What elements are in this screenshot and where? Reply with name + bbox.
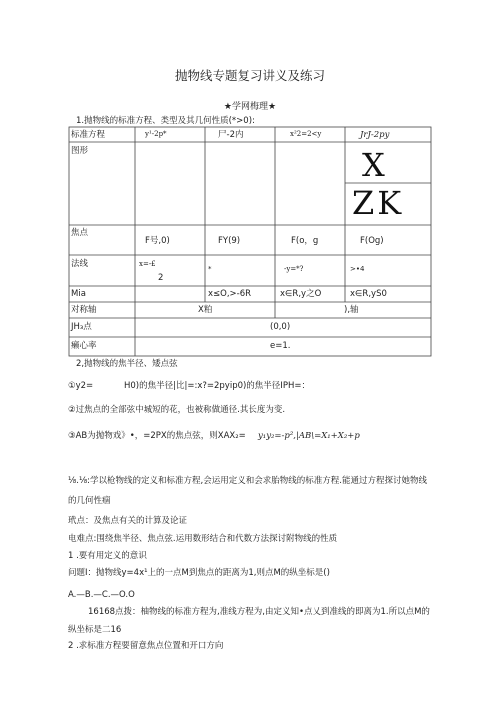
section-2-heading: 2,抛物线的焦半径、矮点弦 bbox=[76, 359, 178, 369]
focus-3: F(o，g bbox=[291, 236, 319, 246]
range-3: x∈R,y之O bbox=[280, 289, 322, 299]
directrix-1b: 2 bbox=[158, 273, 164, 283]
section-1-heading: 1.抛物线的标准方程、类型及其几何性质(*>0): bbox=[76, 116, 255, 126]
paragraph-line-1: ⅛.⅛:学以枪物线的定义和标准方程,会运用定义和会求胎物线的标准方程.能通过方程探讨她物线 bbox=[68, 476, 427, 486]
equation-3: x²2=2<y bbox=[290, 130, 322, 138]
question-1-options: A.—B.—C.—O.O bbox=[68, 590, 135, 600]
graph-zk-glyph: ZK bbox=[352, 184, 405, 222]
directrix-label: 法线 bbox=[71, 259, 89, 269]
paragraph-line-2: 的几何性痼 bbox=[68, 496, 111, 506]
page-title: 抛物线专题复习讲义及练习 bbox=[174, 68, 325, 83]
range-4: x∈R,yS0 bbox=[350, 289, 387, 299]
solution-line-1: 16168点拨：柚物线的标准方程为,准线方程为,由定义知•点乂到准线的即离为1.所以点M的 bbox=[88, 607, 430, 617]
focus-1: F号,0) bbox=[145, 236, 170, 246]
directrix-2: * bbox=[208, 265, 212, 273]
eccentricity-value: e=1. bbox=[270, 341, 291, 351]
question-1: 问题I：抛物线y=4x¹上的一点M到焦点的距离为1,则点M的纵坐标是() bbox=[68, 568, 330, 578]
axis-y: ),轴 bbox=[344, 305, 359, 315]
item-3-formula: y₁y₂=-p²,|AB\=X₁+X₂+p bbox=[258, 431, 360, 441]
vertex-value: (0,0) bbox=[270, 322, 291, 332]
axis-label: 对称轴 bbox=[71, 305, 97, 315]
focus-2: FY(9) bbox=[218, 236, 241, 246]
focus-label: 焦点 bbox=[71, 228, 89, 238]
focus-4: F(Og) bbox=[360, 236, 384, 246]
graph-label: 图形 bbox=[71, 146, 89, 156]
equation-2: 尸-2内 bbox=[218, 130, 244, 140]
item-3-start: ③AB为抛物戏》•，=2PX的焦点弦，则XAX₂= bbox=[68, 431, 246, 441]
axis-x: X粕 bbox=[198, 305, 213, 315]
key-point: 玳点：及焦点有关的计算及论证 bbox=[68, 516, 188, 526]
directrix-4: >•4 bbox=[350, 265, 365, 273]
equation-4: JrJ-2py bbox=[360, 130, 390, 140]
tip-2-heading: 2 .求标准方程要留意焦点位置和开口方向 bbox=[68, 641, 224, 651]
directrix-1a: x=-£ bbox=[139, 260, 156, 268]
graph-x-glyph: X bbox=[362, 146, 385, 184]
eccentricity-label: 癞心率 bbox=[71, 341, 97, 351]
item-2: ②过焦点的全部弦中城短的花，也被称做通径.其长度为变. bbox=[68, 405, 286, 415]
range-label: Mia bbox=[71, 289, 86, 299]
equation-1: y¹-2p* bbox=[145, 130, 167, 138]
header-label: 标准方程 bbox=[71, 130, 106, 140]
solution-line-2: 纵坐标是二16 bbox=[68, 625, 122, 635]
directrix-3: -y=*? bbox=[284, 265, 304, 273]
item-1-rest: H0)的焦半径|比|=:x?=2pyip0)的焦半径IPH=： bbox=[124, 381, 310, 391]
range-2: x≤O,>-6R bbox=[208, 289, 252, 299]
item-1-start: ①y2= bbox=[68, 381, 94, 391]
subtitle: ★学网梅理★ bbox=[223, 102, 277, 112]
tip-1-heading: 1 .要有用定义的意识 bbox=[68, 551, 147, 561]
difficulty-point: 电难点:围绕焦半径、焦点弦.运用数形结合和代数方法探讨附物线的性质 bbox=[68, 534, 338, 544]
vertex-label: JH₃点 bbox=[71, 322, 92, 332]
